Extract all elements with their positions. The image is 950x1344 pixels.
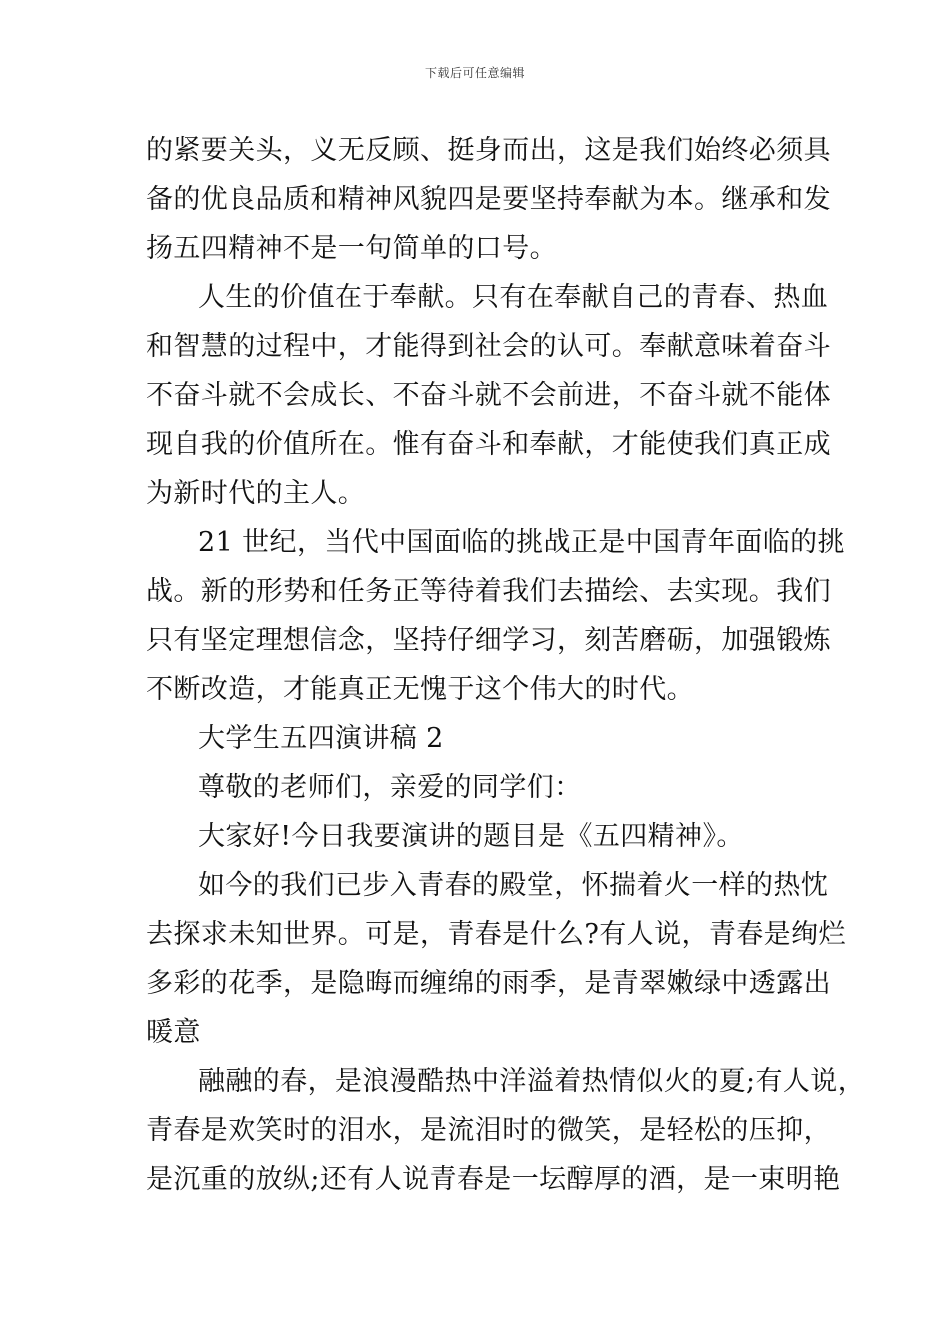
text-line: 去探求未知世界。可是，青春是什么?有人说，青春是绚烂 (146, 919, 846, 950)
document-body (146, 126, 866, 1204)
text-line: 战。新的形势和任务正等待着我们去描绘、去实现。我们 (146, 576, 831, 607)
text-line: 多彩的花季，是隐晦而缠绵的雨季，是青翠嫩绿中透露出 (146, 968, 831, 999)
text-line: 为新时代的主人。 (146, 478, 366, 509)
text-line: 备的优良品质和精神风貌四是要坚持奉献为本。继承和发 (146, 184, 831, 215)
text-line: 现自我的价值所在。惟有奋斗和奉献，才能使我们真正成 (146, 429, 831, 460)
salutation: 尊敬的老师们，亲爱的同学们： (198, 772, 582, 803)
text-line: 扬五四精神不是一句简单的口号。 (146, 233, 557, 264)
text-line: 青春是欢笑时的泪水，是流泪时的微笑，是轻松的压抑， (146, 1115, 831, 1146)
text-line: 的紧要关头，义无反顾、挺身而出，这是我们始终必须具 (146, 135, 831, 166)
text-line: 暖意 (146, 1017, 201, 1048)
text-line: 如今的我们已步入青春的殿堂，怀揣着火一样的热忱 (198, 870, 829, 901)
text-line: 是沉重的放纵;还有人说青春是一坛醇厚的酒，是一束明艳 (146, 1164, 841, 1195)
text-line: 人生的价值在于奉献。只有在奉献自己的青春、热血 (198, 282, 829, 313)
text-line: 和智慧的过程中，才能得到社会的认可。奉献意味着奋斗 (146, 331, 831, 362)
text-line: 融融的春，是浪漫酷热中洋溢着热情似火的夏;有人说， (198, 1066, 866, 1097)
text-line: 不奋斗就不会成长、不奋斗就不会前进，不奋斗就不能体 (146, 380, 831, 411)
text-line: 不断改造，才能真正无愧于这个伟大的时代。 (146, 674, 694, 705)
text-line: 只有坚定理想信念，坚持仔细学习，刻苦磨砺，加强锻炼 (146, 625, 831, 656)
section-title: 大学生五四演讲稿 2 (198, 723, 444, 754)
header-note: 下载后可任意编辑 (424, 66, 525, 80)
text-line: 21 世纪，当代中国面临的挑战正是中国青年面临的挑 (198, 527, 845, 558)
greeting: 大家好!今日我要演讲的题目是《五四精神》。 (198, 821, 744, 852)
